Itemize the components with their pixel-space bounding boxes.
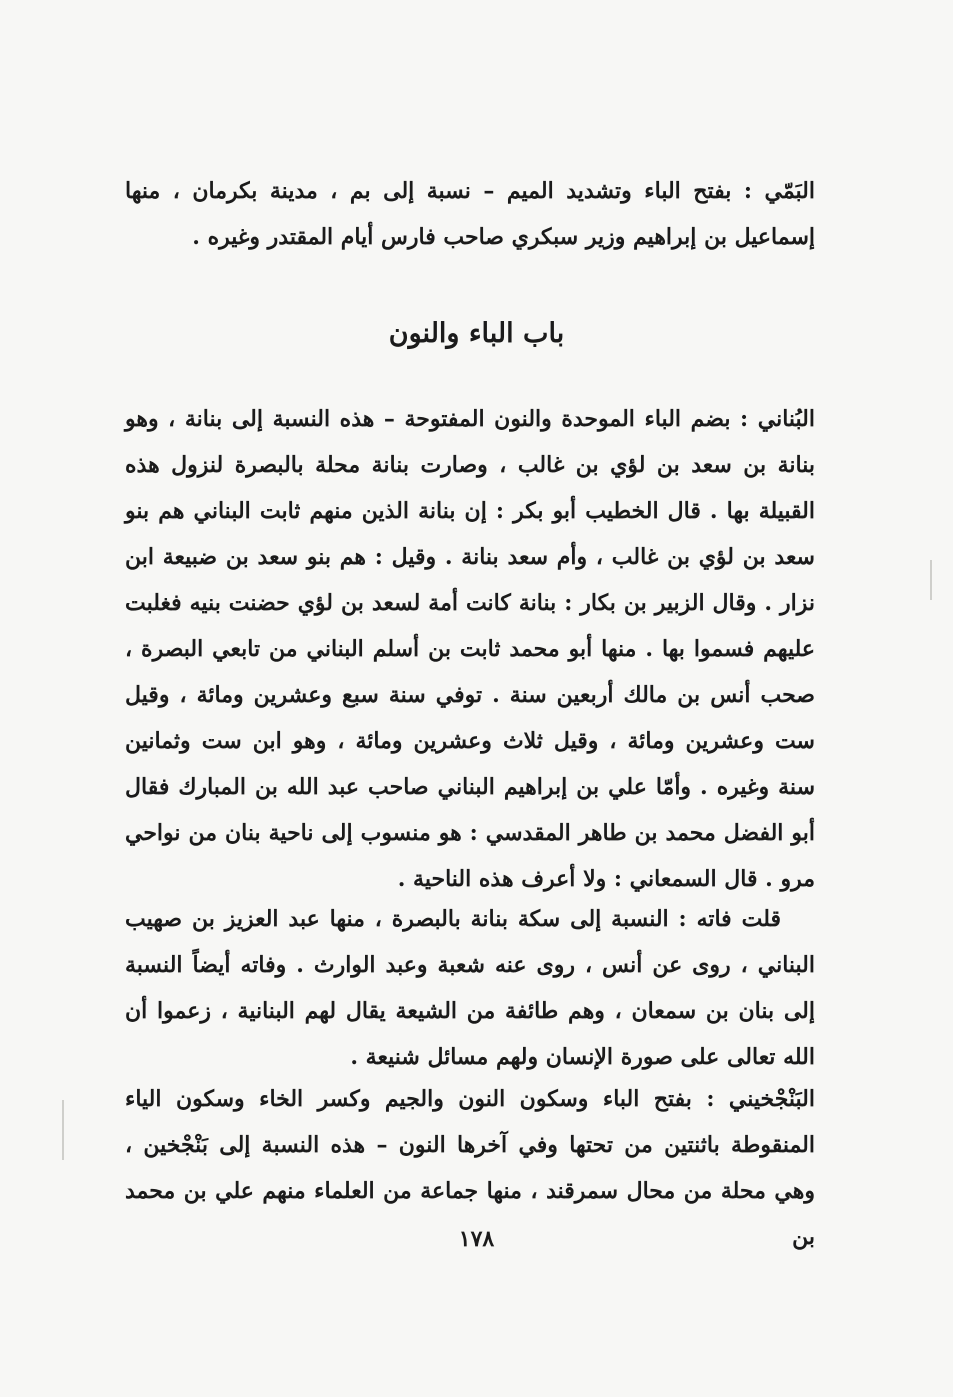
entry-bunani xyxy=(125,396,815,902)
entry-term: البُناني xyxy=(757,406,815,432)
entry-term: البَمّي xyxy=(764,178,815,204)
page-number: ١٧٨ xyxy=(458,1226,495,1252)
scan-mark xyxy=(930,560,932,600)
entry-text: : بفتح الباء وتشديد الميم – نسبة إلى بم ، مدينة بكرمان ، منها إسماعيل بن إبراهيم وزير سبكري صاحب فارس أيام المقتدر وغيره . xyxy=(125,178,815,250)
entry-text: : بفتح الباء وسكون النون والجيم وكسر الخاء وسكون الياء المنقوطة باثنتين من تحتها وفي آخرها النون – هذه النسبة إلى بَنْجْخين ، وهي محلة من محال سمرقند ، منها جماعة من العلماء منهم علي بن محمد بن xyxy=(125,1086,815,1250)
scan-mark xyxy=(62,1100,64,1160)
entry-text: : بضم الباء الموحدة والنون المفتوحة – هذه النسبة إلى بنانة ، وهو بنانة بن سعد بن لؤي بن غالب ، وصارت بنانة محلة بالبصرة لنزول هذه القبيلة بها . قال الخطيب أبو بكر : إن بنانة الذين منهم ثابت البناني هم بنو سعد بن لؤي بن غالب ، وأم سعد بنانة . وقيل : هم بنو سعد بن ضبيعة ابن نزار . وقال الزبير بن بكار : بنانة كانت أمة لسعد بن لؤي حضنت بنيه فغلبت عليهم فسموا بها . منها أبو محمد ثابت بن أسلم البناني من تابعي البصرة ، صحب أنس بن مالك أربعين سنة . توفي سنة سبع وعشرين ومائة ، وقيل ست وعشرين ومائة ، وقيل ثلاث وعشرين ومائة ، وهو ابن ست وثمانين سنة وغيره . وأمّا علي بن إبراهيم البناني صاحب عبد الله بن المبارك فقال أبو الفضل محمد بن طاهر المقدسي : هو منسوب إلى ناحية بنان من نواحي مرو . قال السمعاني : ولا أعرف هذه الناحية . xyxy=(125,406,815,892)
entry-bammi xyxy=(125,168,815,260)
entry-term: البَنْجْخيني xyxy=(728,1086,815,1112)
note-paragraph: قلت فاته : النسبة إلى سكة بنانة بالبصرة ، منها عبد العزيز بن صهيب البناني ، روى عن أنس ، روى عنه شعبة وعبد الوارث . وفاته أيضاً النسبة إلى بنان بن سمعان ، وهم طائفة من الشيعة يقال لهم البنانية ، زعموا أن الله تعالى على صورة الإنسان ولهم مسائل شنيعة . xyxy=(125,906,815,1070)
chapter-heading: باب الباء والنون xyxy=(388,318,565,349)
